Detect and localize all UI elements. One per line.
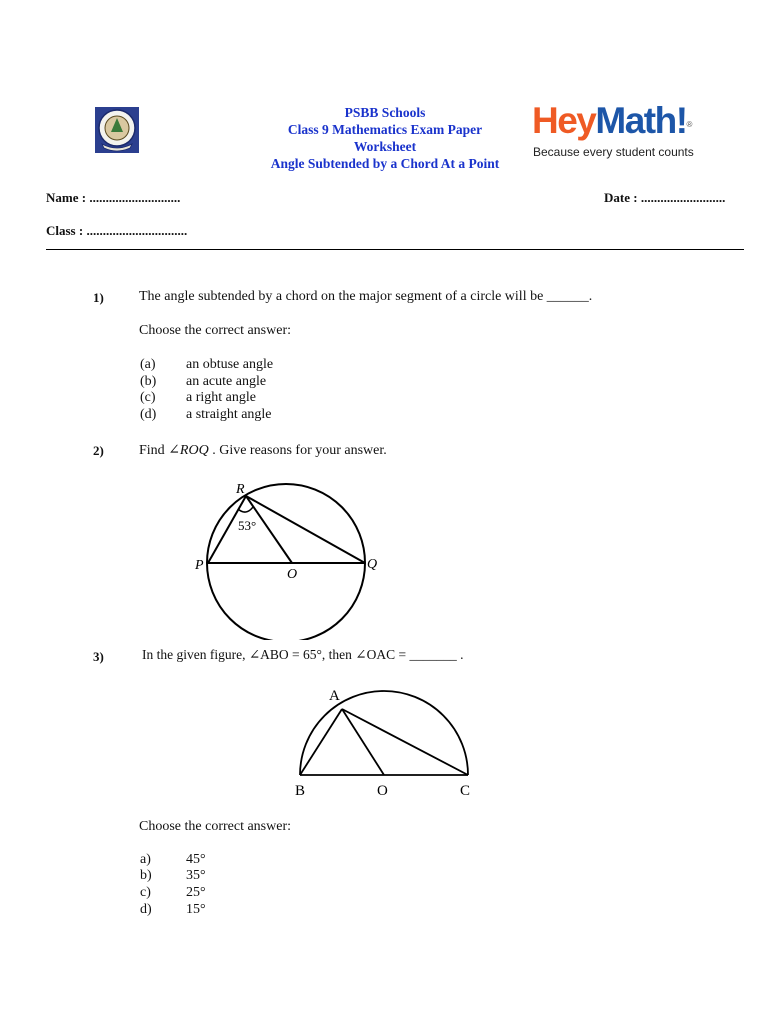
name-field: Name : ............................	[46, 190, 181, 205]
q3-label-b: B	[295, 783, 306, 799]
q2-number: 2)	[93, 443, 104, 458]
q3-chord-ac	[342, 709, 468, 775]
class-field: Class : ...............................	[46, 223, 188, 238]
brand-tagline: Because every student counts	[533, 145, 694, 159]
q2-label-p: P	[195, 558, 204, 573]
q3-text: In the given figure, ∠ABO = 65°, then ∠OAC = _______ .	[142, 647, 464, 662]
q2-label-r: R	[236, 482, 245, 497]
q3-label-c: C	[460, 783, 471, 799]
q1-option-c-text: a right angle	[186, 390, 256, 405]
registered-mark: ®	[686, 120, 693, 129]
school-name: PSBB Schools	[344, 105, 426, 120]
q3-option-b-text: 35°	[186, 868, 206, 883]
q1-text: The angle subtended by a chord on the major segment of a circle will be ______.	[139, 289, 593, 304]
school-crest-icon	[94, 106, 140, 154]
q2-text	[139, 442, 387, 459]
q2-text-before: Find	[139, 443, 169, 458]
q1-prompt: Choose the correct answer:	[139, 323, 291, 338]
header-divider	[46, 249, 744, 250]
q3-radius-ao	[342, 709, 384, 775]
q3-option-d-label: d)	[140, 902, 152, 917]
q3-prompt: Choose the correct answer:	[139, 819, 291, 834]
q3-option-c-text: 25°	[186, 885, 206, 900]
q2-circle-figure	[180, 470, 400, 640]
q1-option-a-label: (a)	[140, 357, 156, 372]
q1-option-c-label: (c)	[140, 390, 156, 405]
date-field: Date : ..........................	[604, 190, 726, 205]
q3-label-o: O	[377, 783, 388, 799]
q1-option-a-text: an obtuse angle	[186, 357, 274, 372]
q3-option-c-label: c)	[140, 885, 151, 900]
q1-option-d-label: (d)	[140, 407, 157, 422]
q2-angle-label: 53°	[238, 518, 257, 533]
q3-semicircle-figure	[285, 680, 485, 805]
q2-text-after: . Give reasons for your answer.	[208, 443, 387, 458]
q1-option-b-text: an acute angle	[186, 374, 267, 389]
q3-option-a-label: a)	[140, 852, 151, 867]
q3-option-a-text: 45°	[186, 852, 206, 867]
q2-chord-rq	[246, 496, 365, 563]
q2-label-q: Q	[367, 557, 378, 572]
q3-number: 3)	[93, 649, 104, 664]
brand-hey: Hey	[532, 100, 596, 141]
header-block	[200, 104, 570, 172]
heymath-logo	[532, 100, 692, 142]
exam-title: Class 9 Mathematics Exam Paper	[287, 122, 483, 137]
q3-option-d-text: 15°	[186, 902, 206, 917]
q2-angle: ∠ROQ	[168, 443, 209, 458]
q2-label-o: O	[287, 567, 298, 582]
topic-title: Angle Subtended by a Chord At a Point	[270, 156, 500, 171]
brand-math: Math!	[595, 100, 687, 141]
q3-label-a: A	[329, 688, 340, 704]
q1-option-d-text: a straight angle	[186, 407, 272, 422]
q1-number: 1)	[93, 290, 104, 305]
q3-option-b-label: b)	[140, 868, 152, 883]
worksheet-label: Worksheet	[353, 139, 417, 154]
q1-option-b-label: (b)	[140, 374, 157, 389]
